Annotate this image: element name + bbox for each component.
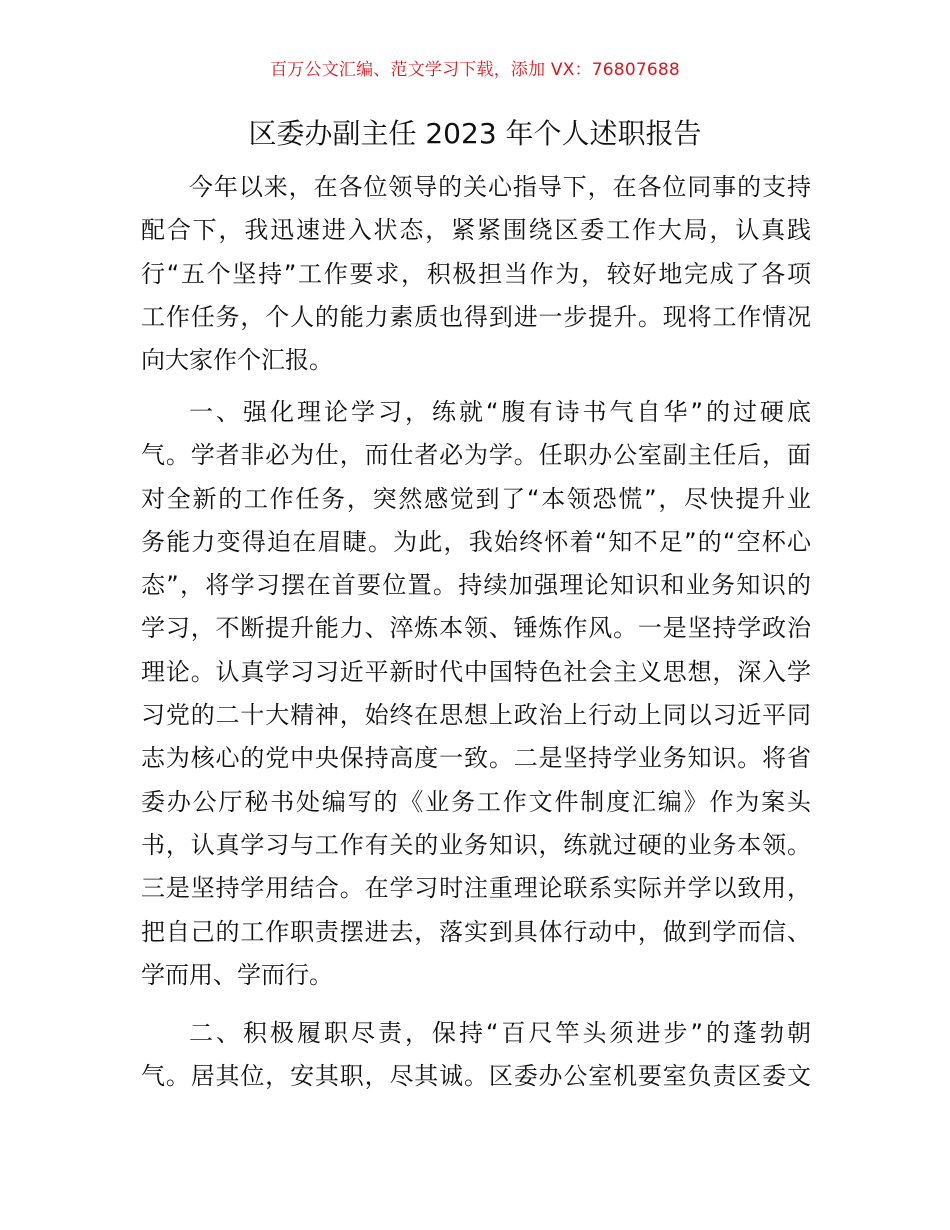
section-heading-line: 二、积极履职尽责，保持“百尺竿头须进步”的蓬勃朝 bbox=[189, 1019, 811, 1047]
paragraph-intro bbox=[141, 166, 811, 382]
text-line: 学习，不断提升能力、淬炼本领、锤炼作风。一是坚持学政治 bbox=[141, 614, 811, 643]
text-line: 配合下，我迅速进入状态，紧紧围绕区委工作大局，认真践 bbox=[141, 216, 811, 245]
text-line: 书，认真学习与工作有关的业务知识，练就过硬的业务本领。 bbox=[141, 830, 811, 859]
text-line: 工作任务，个人的能力素质也得到进一步提升。现将工作情况 bbox=[141, 302, 811, 331]
text-line: 态”，将学习摆在首要位置。持续加强理论知识和业务知识的 bbox=[141, 571, 811, 600]
page-title: 区委办副主任 2023 年个人述职报告 bbox=[248, 117, 702, 150]
text-line: 向大家作个汇报。 bbox=[141, 346, 333, 375]
paragraph-section-two bbox=[141, 1012, 811, 1099]
text-line: 习党的二十大精神，始终在思想上政治上行动上同以习近平同 bbox=[141, 701, 811, 730]
text-line: 委办公厅秘书处编写的《业务工作文件制度汇编》作为案头 bbox=[141, 787, 811, 816]
text-line: 今年以来，在各位领导的关心指导下，在各位同事的支持 bbox=[189, 173, 811, 201]
text-line: 理论。认真学习习近平新时代中国特色社会主义思想，深入学 bbox=[141, 657, 811, 686]
text-line: 把自己的工作职责摆进去，落实到具体行动中，做到学而信、 bbox=[141, 917, 811, 946]
paragraph-section-one bbox=[141, 391, 811, 997]
text-line: 气。居其位，安其职，尽其诚。区委办公室机要室负责区委文 bbox=[141, 1062, 811, 1091]
text-line: 对全新的工作任务，突然感觉到了“本领恐慌”，尽快提升业 bbox=[141, 484, 811, 513]
text-line: 气。学者非必为仕，而仕者必为学。任职办公室副主任后，面 bbox=[141, 441, 811, 470]
watermark-banner: 百万公文汇编、范文学习下载，添加 VX：76807688 bbox=[270, 60, 680, 80]
text-line: 三是坚持学用结合。在学习时注重理论联系实际并学以致用， bbox=[141, 874, 811, 903]
text-line: 务能力变得迫在眉睫。为此，我始终怀着“知不足”的“空杯心 bbox=[141, 527, 811, 556]
text-line: 学而用、学而行。 bbox=[141, 960, 333, 989]
text-line: 志为核心的党中央保持高度一致。二是坚持学业务知识。将省 bbox=[141, 744, 811, 773]
section-heading-line: 一、强化理论学习，练就“腹有诗书气自华”的过硬底 bbox=[189, 398, 811, 426]
text-line: 行“五个坚持”工作要求，积极担当作为，较好地完成了各项 bbox=[141, 259, 811, 288]
